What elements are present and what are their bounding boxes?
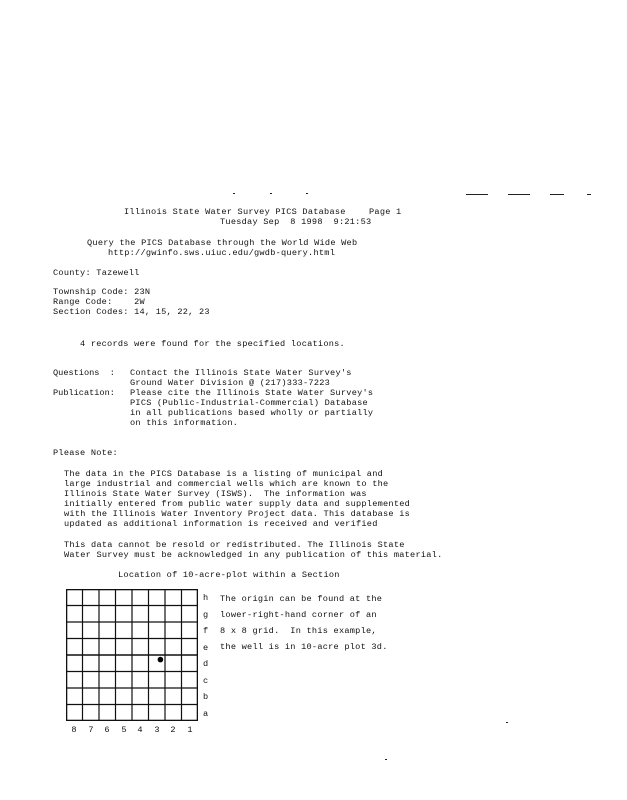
note-line: This data cannot be resold or redistributed. The Illinois State [64,540,405,550]
row-label: c [203,676,209,686]
county-label: County: [53,268,91,278]
col-label: 2 [170,725,176,735]
note-line: initially entered from public water supply data and supplemented [64,499,411,509]
note-line: Illinois State Water Survey (ISWS). The information was [64,489,367,499]
publication-label: Publication: [53,388,115,398]
row-label: a [203,709,209,719]
range-code: Range Code: 2W [53,297,145,307]
note-line: large industrial and commercial wells which are known to the [64,479,389,489]
row-label: f [203,626,209,636]
row-label: e [203,643,209,653]
scan-speck [506,722,508,723]
report-date: Tuesday Sep 8 1998 9:21:53 [220,217,372,227]
section-grid [66,589,198,721]
report-title: Illinois State Water Survey PICS Database [124,207,346,217]
questions-label: Questions : [53,368,115,378]
records-found: 4 records were found for the specified locations. [80,339,345,349]
plot-explanation: the well is in 10-acre plot 3d. [220,642,388,652]
plot-explanation: lower-right-hand corner of an [220,610,377,620]
col-label: 8 [71,725,77,735]
note-line: Water Survey must be acknowledged in any publication of this material. [64,550,443,560]
publication-line: PICS (Public-Industrial-Commercial) Database [130,398,368,408]
plot-explanation: The origin can be found at the [220,594,383,604]
plot-caption: Location of 10-acre-plot within a Section [118,570,340,580]
scan-speck [550,194,564,195]
questions-line: Ground Water Division @ (217)333-7223 [130,378,331,388]
section-codes: Section Codes: 14, 15, 22, 23 [53,307,210,317]
scan-speck [306,193,308,194]
col-label: 1 [187,725,193,735]
row-label: h [203,593,209,603]
questions-line: Contact the Illinois State Water Survey's [130,368,352,378]
col-label: 4 [137,725,143,735]
well-marker [158,657,164,663]
col-label: 7 [88,725,94,735]
scan-speck [270,193,272,194]
scan-speck [508,194,530,195]
township-code: Township Code: 23N [53,287,151,297]
query-url: http://gwinfo.sws.uiuc.edu/gwdb-query.html [108,248,336,258]
query-line: Query the PICS Database through the World Wide Web [87,238,358,248]
county-value: Tazewell [96,268,140,278]
col-label: 6 [104,725,110,735]
county-line [53,269,140,278]
scan-speck [466,194,488,195]
publication-line: on this information. [130,418,239,428]
row-label: d [203,659,209,669]
publication-line: in all publications based wholly or partially [130,408,374,418]
note-line: with the Illinois Water Inventory Project data. This database is [64,509,411,519]
col-label: 5 [121,725,127,735]
row-label: g [203,610,209,620]
note-line: The data in the PICS Database is a listing of municipal and [64,469,384,479]
note-line: updated as additional information is received and verified [64,519,378,529]
note-heading: Please Note: [53,448,118,458]
scan-speck [587,194,591,195]
col-label: 3 [154,725,160,735]
scan-speck [233,193,235,194]
plot-explanation: 8 x 8 grid. In this example, [220,626,377,636]
publication-line: Please cite the Illinois State Water Survey's [130,388,374,398]
page-number: Page 1 [369,207,402,217]
row-label: b [203,692,209,702]
scan-speck [385,759,387,760]
